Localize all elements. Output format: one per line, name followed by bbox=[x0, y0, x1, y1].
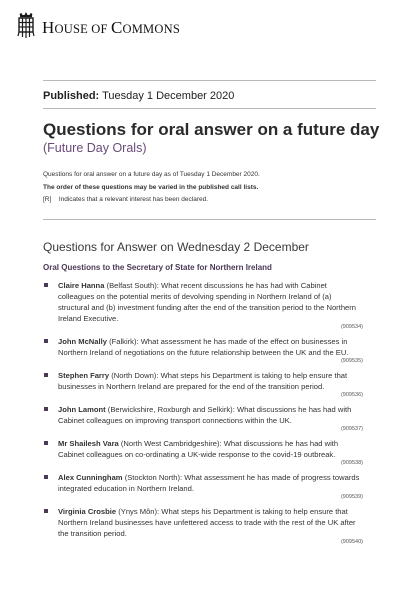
question-item bbox=[43, 438, 363, 467]
note-order: The order of these questions may be varied in the published call lists. bbox=[43, 184, 259, 191]
interest-mark: [R] bbox=[43, 196, 52, 203]
question-reference: (909539) bbox=[340, 494, 363, 500]
question-text: What recent discussions he has had with Cabinet colleagues on the potential merits of devolving spending in Northern Ireland of (a) structural and (b) investment funding after the end of the transition period to the Northern Ireland Executive. bbox=[58, 281, 357, 323]
question-item bbox=[43, 472, 363, 501]
house-of-commons-wordmark: HOUSE OF COMMONS bbox=[42, 18, 180, 37]
member-name: John McNally bbox=[58, 337, 107, 346]
section-heading: Questions for Answer on Wednesday 2 December bbox=[43, 240, 309, 254]
bullet-icon bbox=[44, 441, 48, 445]
question-item bbox=[43, 370, 363, 399]
member-constituency: (Stockton North): bbox=[124, 473, 183, 482]
portcullis-icon bbox=[17, 12, 35, 38]
published-line bbox=[43, 90, 234, 102]
member-name: John Lamont bbox=[58, 405, 106, 414]
page-subtitle: (Future Day Orals) bbox=[43, 141, 147, 155]
page-title: Questions for oral answer on a future day bbox=[43, 120, 380, 139]
bullet-icon bbox=[44, 339, 48, 343]
published-label: Published: bbox=[43, 90, 100, 102]
published-date: Tuesday 1 December 2020 bbox=[102, 90, 235, 102]
question-reference: (909537) bbox=[340, 426, 363, 432]
question-text: What discussions he has had with Cabinet colleagues on co-ordinating a UK-wide response to the covid-19 outbreak. bbox=[58, 439, 339, 459]
member-constituency: (Belfast South): bbox=[106, 281, 159, 290]
question-text: What steps his Department is taking to help ensure that businesses in Northern Ireland are prepared for the end of the transition period. bbox=[58, 371, 348, 391]
question-text: What discussions he has had with Cabinet colleagues on improving transport connections within the UK. bbox=[58, 405, 352, 425]
bullet-icon bbox=[44, 373, 48, 377]
question-text: What assessment he has made of the effect on businesses in Northern Ireland of negotiations on the future relationship between the UK and the EU. bbox=[58, 337, 349, 357]
note-interest bbox=[43, 196, 208, 203]
member-name: Claire Hanna bbox=[58, 281, 105, 290]
bullet-icon bbox=[44, 283, 48, 287]
member-name: Alex Cunningham bbox=[58, 473, 123, 482]
department-heading: Oral Questions to the Secretary of State for Northern Ireland bbox=[43, 263, 272, 272]
question-item bbox=[43, 404, 363, 433]
divider bbox=[43, 80, 376, 81]
member-constituency: (Falkirk): bbox=[109, 337, 139, 346]
note-as-of: Questions for oral answer on a future day as of Tuesday 1 December 2020. bbox=[43, 171, 260, 178]
divider bbox=[43, 108, 376, 109]
member-constituency: (North Down): bbox=[111, 371, 159, 380]
member-name: Mr Shailesh Vara bbox=[58, 439, 119, 448]
interest-text: Indicates that a relevant interest has been declared. bbox=[58, 196, 209, 203]
question-item bbox=[43, 280, 363, 331]
question-item bbox=[43, 506, 363, 546]
member-name: Virginia Crosbie bbox=[58, 507, 117, 516]
member-constituency: (Ynys Môn): bbox=[118, 507, 160, 516]
bullet-icon bbox=[44, 509, 48, 513]
bullet-icon bbox=[44, 475, 48, 479]
member-constituency: (Berwickshire, Roxburgh and Selkirk): bbox=[107, 405, 235, 414]
question-text: What steps his Department is taking to help ensure that Northern Ireland businesses have unfettered access to trade with the rest of the UK after the transition period. bbox=[58, 507, 356, 538]
question-item bbox=[43, 336, 363, 365]
question-reference: (909536) bbox=[340, 392, 363, 398]
question-reference: (909540) bbox=[340, 539, 363, 545]
divider bbox=[43, 219, 376, 220]
question-reference: (909538) bbox=[340, 460, 363, 466]
questions-list bbox=[43, 280, 363, 546]
question-text: What assessment he has made of progress towards integrated education in Northern Ireland. bbox=[58, 473, 360, 493]
page-header bbox=[17, 10, 383, 46]
question-reference: (909535) bbox=[340, 358, 363, 364]
member-constituency: (North West Cambridgeshire): bbox=[120, 439, 222, 448]
question-reference: (909534) bbox=[340, 324, 363, 330]
member-name: Stephen Farry bbox=[58, 371, 110, 380]
bullet-icon bbox=[44, 407, 48, 411]
